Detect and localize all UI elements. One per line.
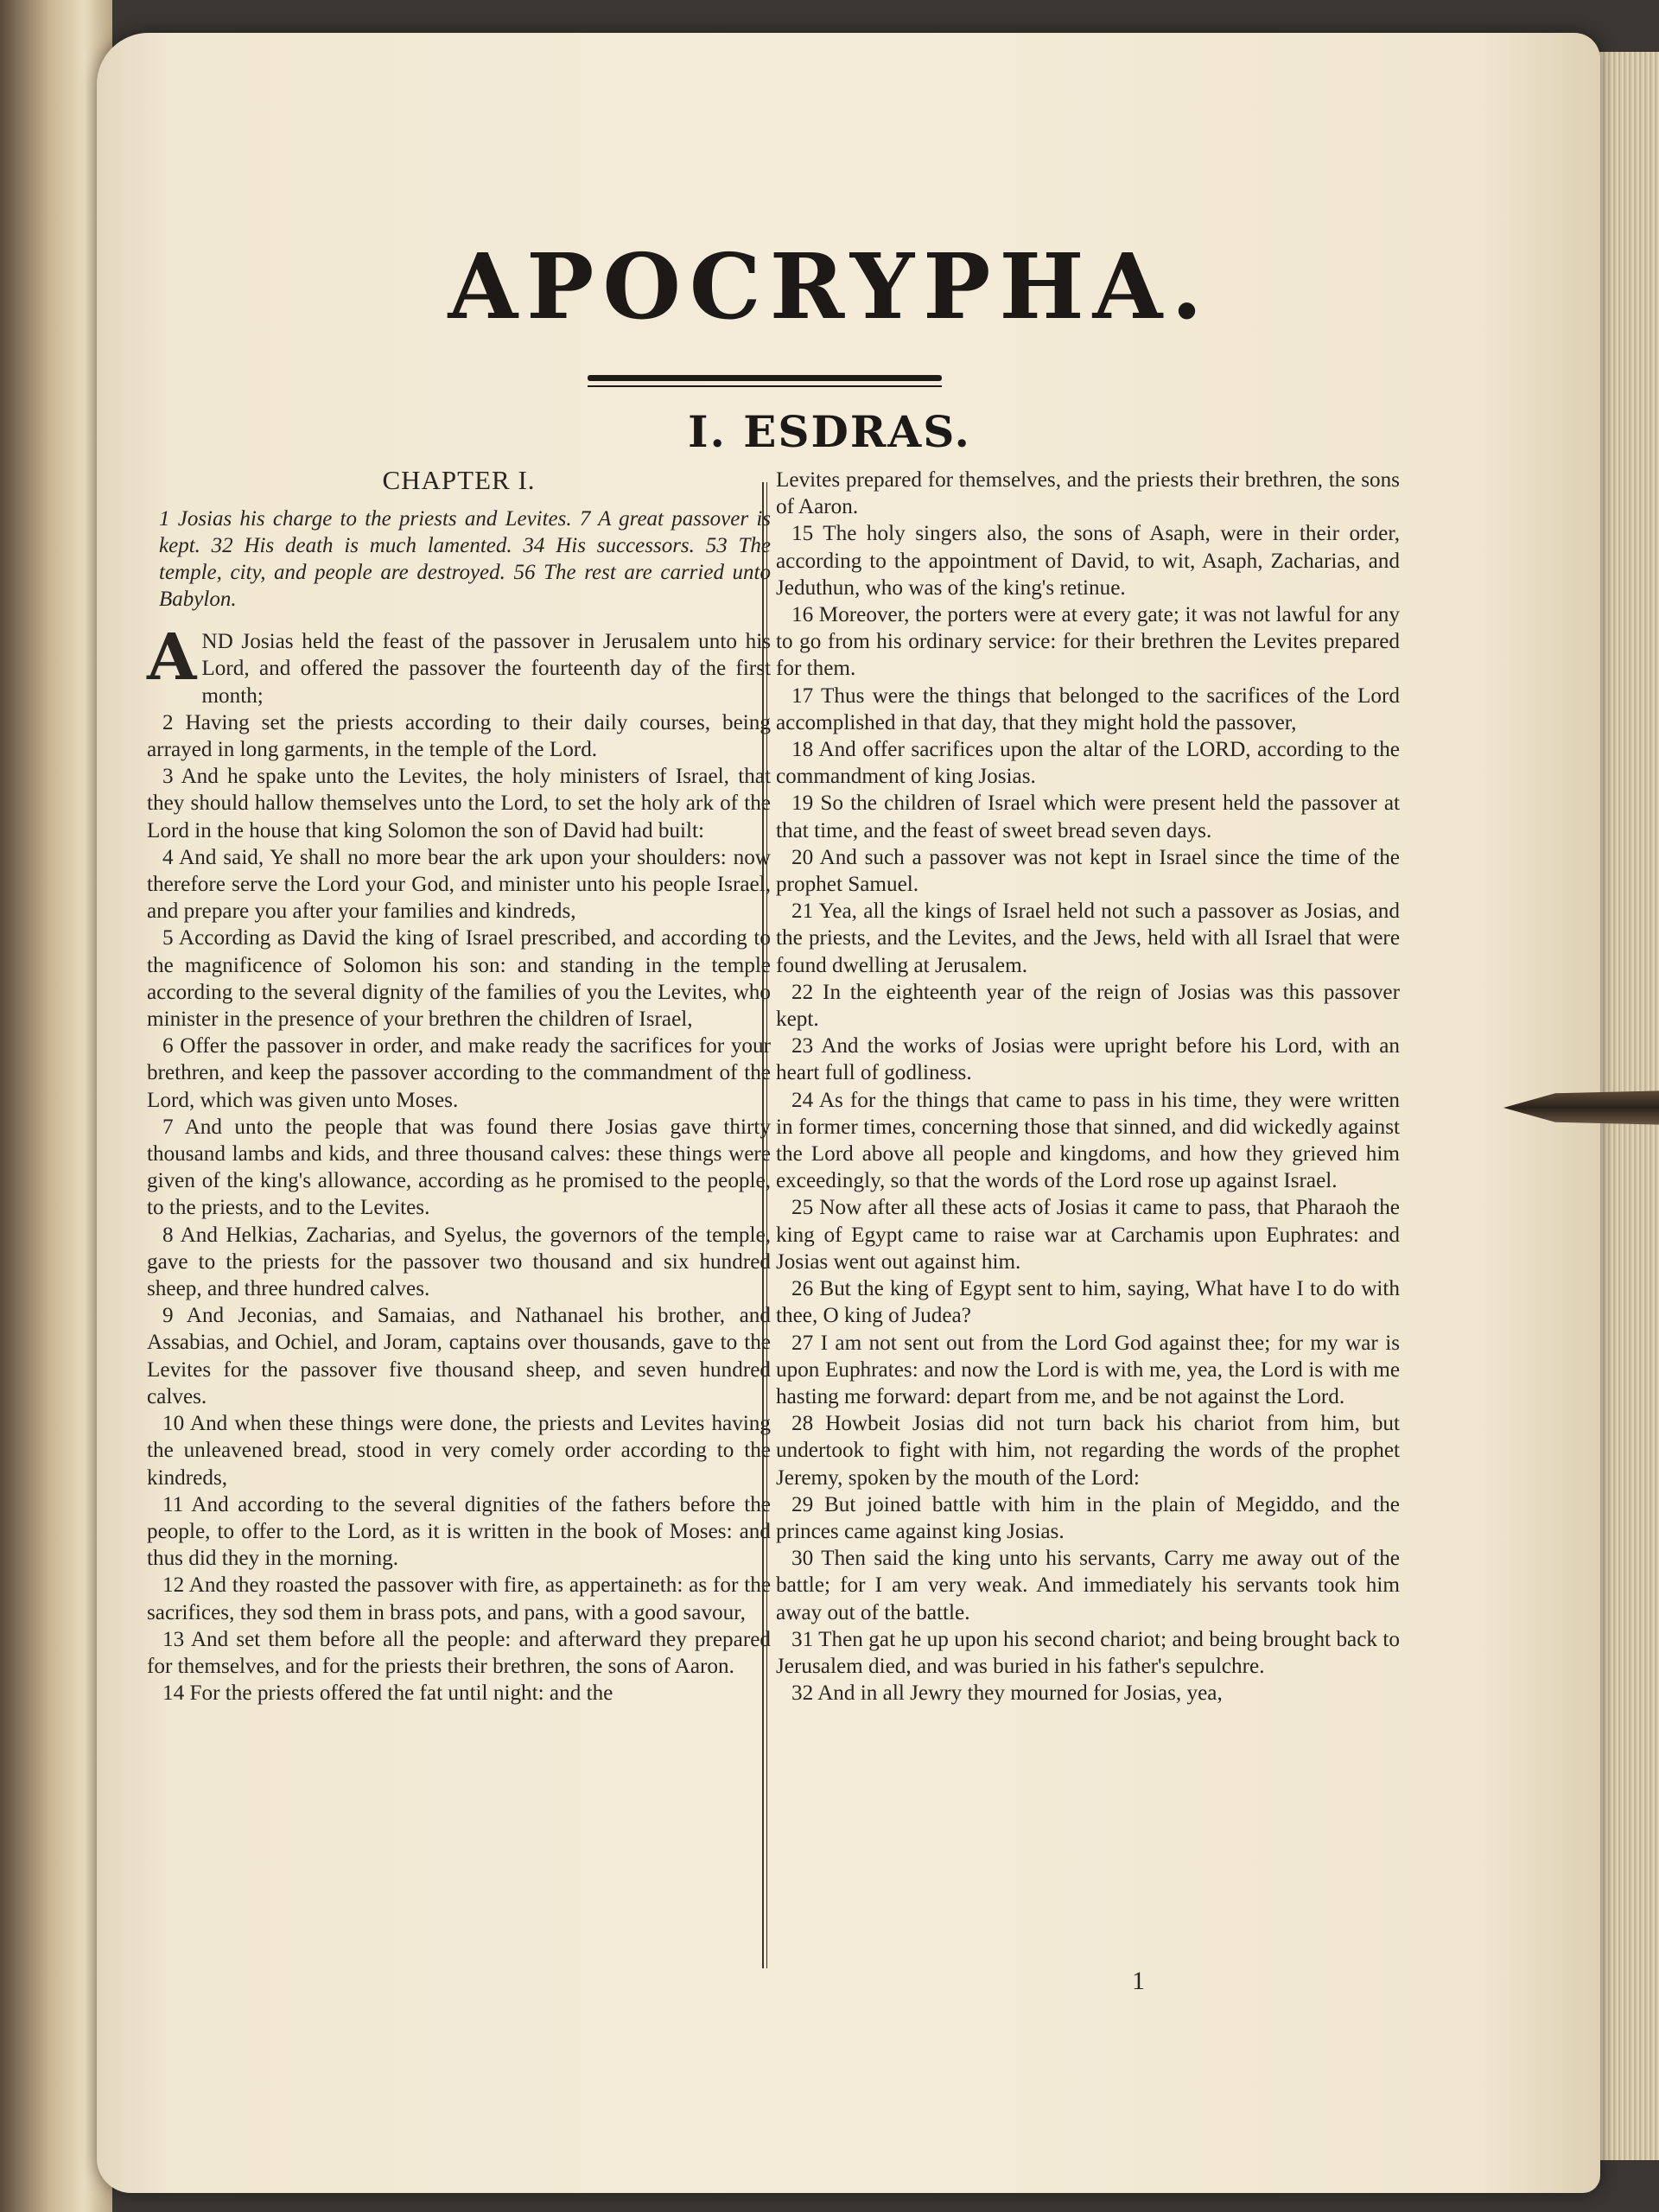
title-rule <box>588 375 942 381</box>
verse: 7 And unto the people that was found there Josias gave thirty thousand lambs and kids, and three thousand calves: these things were given of the king's allowance, according as he promised to the people, to the priests, and to the Levites. <box>147 1115 771 1220</box>
verse: 19 So the children of Israel which were present held the passover at that time, and the feast of sweet bread seven days. <box>776 791 1400 842</box>
verse: 25 Now after all these acts of Josias it came to pass, that Pharaoh the king of Egypt came to raise war at Carchamis upon Euphrates: and Josias went out against him. <box>776 1196 1400 1274</box>
verse: 26 But the king of Egypt sent to him, saying, What have I to do with thee, O king of Judea? <box>776 1277 1400 1328</box>
verse-1-text: ND Josias held the feast of the passover in Jerusalem unto his Lord, and offered the passover the fourteenth day of the first month; <box>201 630 771 708</box>
verse: 6 Offer the passover in order, and make ready the sacrifices for your brethren, and keep the passover according to the commandment of the Lord, which was given unto Moses. <box>147 1034 771 1112</box>
verse: 11 And according to the several dignities of the fathers before the people, to offer to the Lord, as it is written in the book of Moses: and thus did they in the morning. <box>147 1492 771 1571</box>
title-rule-thin <box>588 385 942 387</box>
verse: 31 Then gat he up upon his second chariot; and being brought back to Jerusalem died, and was buried in his father's sepulchre. <box>776 1627 1400 1678</box>
verse: 23 And the works of Josias were upright before his Lord, with an heart full of godliness. <box>776 1034 1400 1085</box>
left-column <box>147 467 771 1707</box>
verse: 4 And said, Ye shall no more bear the ark upon your shoulders: now therefore serve the Lord your God, and minister unto his people Israel, and prepare you after your families and kindreds, <box>147 845 771 924</box>
chapter-summary: 1 Josias his charge to the priests and Levites. 7 A great passover is kept. 32 His death is much lamented. 34 His successors. 53 The temple, city, and people are destroyed. 56 The rest are carried unto Babylon. <box>159 507 771 612</box>
verse: 2 Having set the priests according to their daily courses, being arrayed in long garments, in the temple of the Lord. <box>147 710 771 762</box>
right-column <box>776 467 1400 1707</box>
verse: 18 And offer sacrifices upon the altar of the LORD, according to the commandment of king Josias. <box>776 738 1400 789</box>
book-title: I. ESDRAS. <box>688 406 971 457</box>
verse: 12 And they roasted the passover with fire, as appertaineth: as for the sacrifices, they sod them in brass pots, and pans, with a good savour, <box>147 1573 771 1624</box>
chapter-heading: CHAPTER I. <box>382 465 536 495</box>
verse: 22 In the eighteenth year of the reign of Josias was this passover kept. <box>776 980 1400 1032</box>
verse-continuation: Levites prepared for themselves, and the priests their brethren, the sons of Aaron. <box>776 468 1400 519</box>
verse: 17 Thus were the things that belonged to the sacrifices of the Lord accomplished in that day, that they might hold the passover, <box>776 683 1400 734</box>
page-number: 1 <box>1132 1967 1145 1995</box>
verse: 13 And set them before all the people: and afterward they prepared for themselves, and for the priests their brethren, the sons of Aaron. <box>147 1627 771 1678</box>
verse: 29 But joined battle with him in the plain of Megiddo, and the princes came against king Josias. <box>776 1492 1400 1543</box>
verse: 30 Then said the king unto his servants, Carry me away out of the battle; for I am very weak. And immediately his servants took him away out of the battle. <box>776 1547 1400 1624</box>
page-title: APOCRYPHA. <box>448 233 1211 340</box>
verse: 24 As for the things that came to pass in his time, they were written in former times, concerning those that sinned, and did wickedly against the Lord above all people and kingdoms, and how they grieved him exceedingly, so that the words of the Lord rose up against Israel. <box>776 1088 1400 1193</box>
verse: 20 And such a passover was not kept in Israel since the time of the prophet Samuel. <box>776 845 1400 897</box>
verse: 27 I am not sent out from the Lord God against thee; for my war is upon Euphrates: and now the Lord is with me, yea, the Lord is with me hasting me forward: depart from me, and be not against the Lord. <box>776 1331 1400 1408</box>
verse: 9 And Jeconias, and Samaias, and Nathanael his brother, and Assabias, and Ochiel, and Joram, captains over thousands, gave to the Levites for the passover five thousand sheep, and seven hundred calves. <box>147 1304 771 1408</box>
verse: 15 The holy singers also, the sons of Asaph, were in their order, according to the appointment of David, to wit, Asaph, Zacharias, and Jeduthun, who was of the king's retinue. <box>776 522 1400 600</box>
verse: 14 For the priests offered the fat until night: and the <box>162 1681 613 1706</box>
verse: 32 And in all Jewry they mourned for Josias, yea, <box>791 1681 1223 1706</box>
verse: 28 Howbeit Josias did not turn back his chariot from him, but undertook to fight with him, not regarding the words of the prophet Jeremy, spoken by the mouth of the Lord: <box>776 1412 1400 1490</box>
verse: 21 Yea, all the kings of Israel held not such a passover as Josias, and the priests, and the Levites, and the Jews, held with all Israel that were found dwelling at Jerusalem. <box>776 899 1400 977</box>
verse: 5 According as David the king of Israel prescribed, and according to the magnificence of Solomon his son: and standing in the temple according to the several dignity of the families of you the Levites, who minister in the presence of your brethren the children of Israel, <box>147 926 771 1032</box>
verse-1 <box>147 620 771 709</box>
verse: 8 And Helkias, Zacharias, and Syelus, the governors of the temple, gave to the priests for the passover two thousand and six hundred sheep, and three hundred calves. <box>147 1223 771 1301</box>
verse: 16 Moreover, the porters were at every gate; it was not lawful for any to go from his ordinary service: for their brethren the Levites prepared for them. <box>776 603 1400 681</box>
drop-cap: A <box>147 620 197 696</box>
verse: 10 And when these things were done, the priests and Levites having the unleavened bread, stood in very comely order according to the kindreds, <box>147 1412 771 1490</box>
verse: 3 And he spake unto the Levites, the holy ministers of Israel, that they should hallow themselves unto the Lord, to set the holy ark of the Lord in the house that king Solomon the son of David had built: <box>147 765 771 842</box>
